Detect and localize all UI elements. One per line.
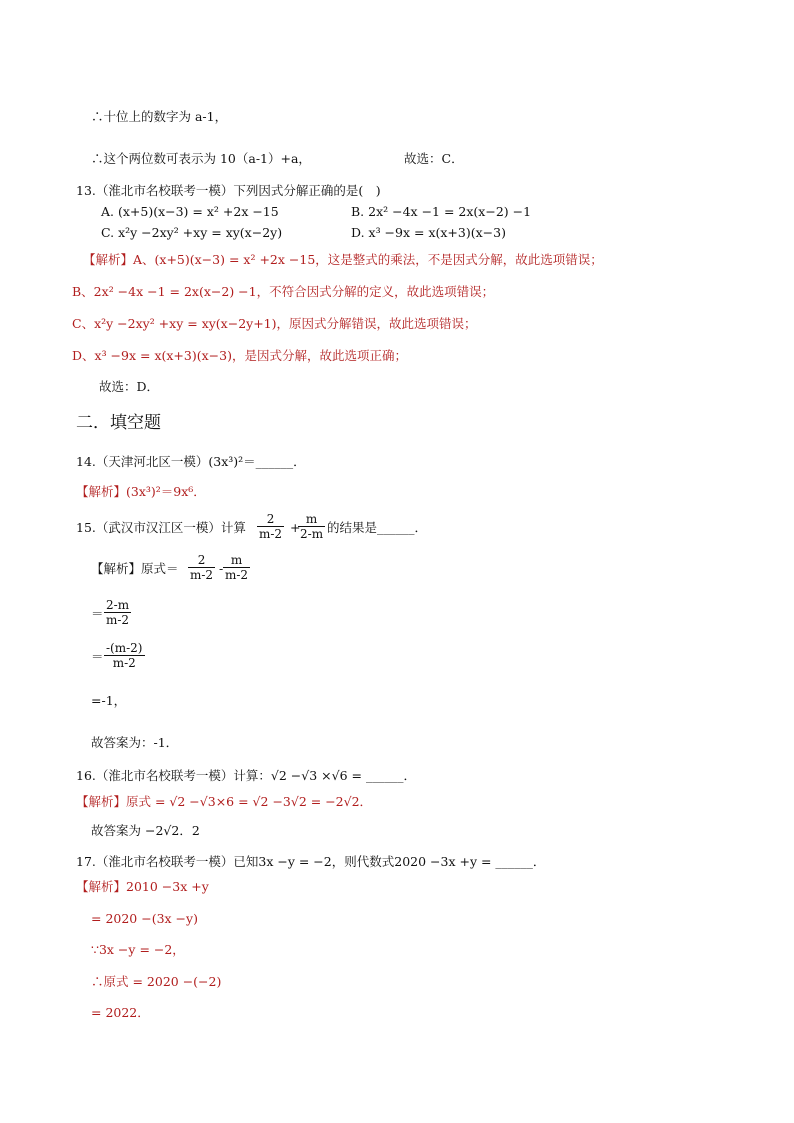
fraction-denominator: m-2 <box>225 568 249 582</box>
analysis-line: D、x³ −9x = x(x+3)(x−3)，是因式分解，故此选项正确； <box>72 348 407 363</box>
analysis-lead: 【解析】原式＝ <box>91 561 179 576</box>
minus-sign: - <box>219 561 224 576</box>
option-c: C. x²y −2xy² +xy = xy(x−2y) <box>101 225 283 240</box>
fraction-denominator: m-2 <box>112 656 136 670</box>
solution-line: ∴这个两位数可表示为 10（a-1）+a， <box>91 151 311 166</box>
answer-choice: 故选：C． <box>404 151 464 166</box>
fraction <box>188 553 215 582</box>
analysis-line: = 2020 −(3x −y) <box>91 911 198 926</box>
answer-line: 故答案为 −2√2．2 <box>91 823 200 838</box>
question-13: 13.（淮北市名校联考一模）下列因式分解正确的是( ) <box>76 183 381 198</box>
analysis-line: = 2022． <box>91 1005 150 1020</box>
fraction <box>298 512 325 541</box>
fraction <box>223 553 250 582</box>
option-a: A. (x+5)(x−3) = x² +2x −15 <box>101 204 279 219</box>
section-title: 二．填空题 <box>76 413 161 433</box>
equals-sign: ＝ <box>91 649 104 664</box>
question-17: 17.（淮北市名校联考一模）已知3x −y = −2，则代数式2020 −3x +y = ______． <box>76 854 546 869</box>
option-d: D. x³ −9x = x(x+3)(x−3) <box>351 225 506 240</box>
result-line: =-1， <box>91 693 127 708</box>
fraction-numerator: 2-m <box>106 598 130 612</box>
analysis-line: 【解析】原式 = √2 −√3×6 = √2 −3√2 = −2√2． <box>76 794 373 809</box>
fraction-numerator: m <box>298 512 325 527</box>
question-16: 16.（淮北市名校联考一模）计算：√2 −√3 ×√6 = ______． <box>76 768 416 783</box>
fraction-denominator: m-2 <box>190 568 214 582</box>
analysis-line: 【解析】(3x³)²＝9x⁶． <box>76 484 206 499</box>
fraction-denominator: m-2 <box>259 527 283 541</box>
question-15: 15.（武汉市汉江区一模）计算 <box>76 520 246 535</box>
fraction-numerator: 2 <box>257 512 284 527</box>
answer-line: 故答案为：-1． <box>91 735 179 750</box>
question-15-tail: 的结果是______． <box>327 520 428 535</box>
answer-choice: 故选：D． <box>99 379 160 394</box>
fraction <box>104 598 131 627</box>
solution-line: ∴十位上的数字为 a-1， <box>91 109 228 124</box>
fraction-denominator: 2-m <box>300 527 324 541</box>
analysis-line: 【解析】A、(x+5)(x−3) = x² +2x −15，这是整式的乘法，不是因式分解，故此选项错误； <box>83 252 603 267</box>
fraction <box>257 512 284 541</box>
analysis-line: 【解析】2010 −3x +y <box>76 879 209 894</box>
fraction-numerator: m <box>223 553 250 568</box>
fraction-denominator: m-2 <box>106 613 130 627</box>
option-b: B. 2x² −4x −1 = 2x(x−2) −1 <box>351 204 532 219</box>
analysis-line: ∴原式 = 2020 −(−2) <box>91 974 222 989</box>
analysis-line: B、2x² −4x −1 = 2x(x−2) −1，不符合因式分解的定义，故此选项错误； <box>72 284 495 299</box>
analysis-line: C、x²y −2xy² +xy = xy(x−2y+1)，原因式分解错误，故此选项错误； <box>72 316 477 331</box>
fraction-numerator: 2 <box>188 553 215 568</box>
plus-sign: + <box>290 520 301 535</box>
fraction-numerator: -(m-2) <box>106 641 143 655</box>
analysis-line: ∵3x −y = −2， <box>91 942 185 957</box>
fraction <box>104 641 145 670</box>
question-14: 14.（天津河北区一模）(3x³)²＝______． <box>76 454 306 469</box>
equals-sign: ＝ <box>91 606 104 621</box>
